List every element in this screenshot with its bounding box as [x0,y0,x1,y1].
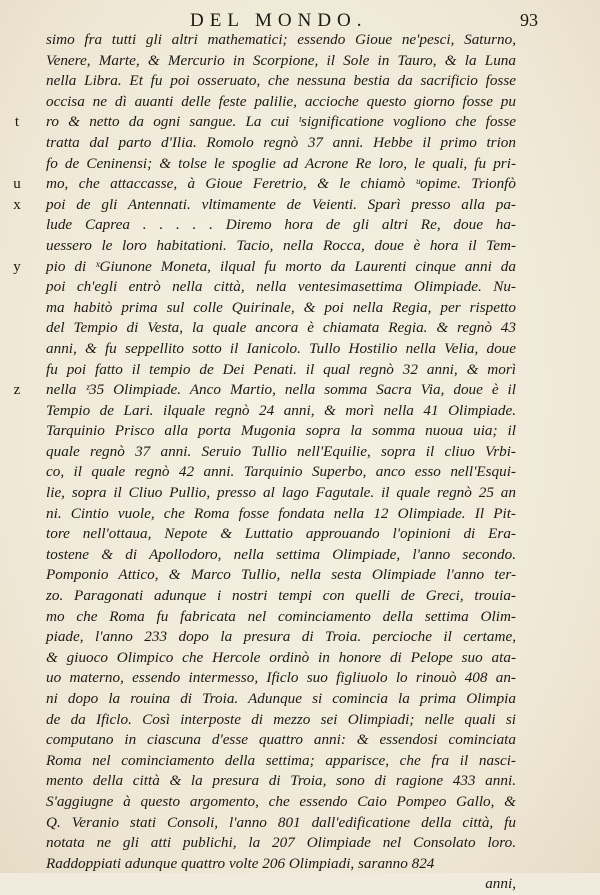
line-text: Q. Veranio stati Consoli, l'anno 801 dall'edificatione della città, fu [46,813,516,831]
line-text: & giuoco Olimpico che Hercole ordinò in honore di Pelope suo ata- [46,648,516,666]
line-text: lie, sopra il Cliuo Pullio, presso al lago Fagutale. il quale regnò 25 an [46,484,516,502]
text-line [46,462,516,483]
text-line [46,71,516,92]
text-line [46,133,516,154]
margin-note-letter: x [13,196,21,213]
line-text: Pomponio Attico, & Marco Tullio, nella sesta Olimpiade l'anno ter- [46,566,516,584]
text-line [46,30,516,51]
margin-note-letter: z [13,382,21,399]
line-text: tostene & di Apollodoro, nella settima Olimpiade, l'anno secondo. [46,545,516,563]
text-line [46,607,516,628]
line-text: ni dopo la rouina di Troia. Adunque si comincia la prima Olimpia [46,690,516,707]
line-text: anni, [485,875,516,893]
line-text: simo fra tutti gli altri mathematici; essendo Gioue ne'pesci, Saturno, [46,31,516,48]
text-line [46,565,516,586]
line-text: mo che Roma fu fabricata nel cominciamento della settima Olim- [46,607,516,625]
line-text: Tempio de Lari. ilquale regnò 24 anni, & morì nella 41 Olimpiade. [46,401,516,419]
line-text: Roma nel cominciamento della settima; apparisce, che fra il nasci- [46,751,516,769]
line-text: anni, & fu seppellito sotto il Ianicolo. Tullo Hostilio nella Velia, doue [46,339,516,357]
line-text: ro & netto da ogni sangue. La cui ᵗsignificatione vogliono che fosse [46,113,516,131]
line-text: uessero le loro habitationi. Tacio, nella Rocca, doue è hora il Tem- [46,236,516,254]
line-text: computano in ciascuna d'esse quattro anni: & essendosi cominciata [46,731,516,749]
line-text: occisa ne dì auanti delle feste palilie, accioche questo giorno fosse pu [46,92,516,110]
text-line [46,586,516,607]
text-line [46,401,516,422]
margin-note-letter: t [14,114,20,131]
text-line [46,421,516,442]
line-text: de da Ificlo. Così interposte di mezzo sei Olimpiadi; nelle quali si [46,710,516,728]
line-text: S'aggiugne à questo argomento, che essendo Caio Pompeo Gallo, & [46,792,516,810]
line-text: quale regnò 37 anni. Seruio Tullio nell'Equilie, sopra il cliuo Vrbi- [46,442,516,460]
text-line [46,339,516,360]
line-text: nella ᶻ35 Olimpiade. Anco Martio, nella somma Sacra Via, doue è il [46,381,516,399]
line-text: poi ch'egli entrò nella città, nella ventesimasettima Olimpiade. Nu- [46,278,516,296]
text-line [46,751,516,772]
line-text: poi de gli Antennati. vltimamente de Veienti. Sparì presso alla pa- [46,195,516,213]
text-line [13,195,516,216]
text-line [46,236,516,257]
text-line [46,504,516,525]
margin-note-letter: y [13,258,21,275]
line-text: zo. Paragonati adunque i nostri tempi con quelli de Greci, trouia- [46,587,516,605]
text-line [46,298,516,319]
text-line [46,771,516,792]
line-text: fo de Ceninensi; & tolse le spoglie ad Acrone Re loro, le quali, fu pri- [46,154,516,172]
text-line [46,627,516,648]
text-line [46,483,516,504]
line-text: piade, l'anno 233 dopo la presura di Troia. percioche il certame, [46,628,516,646]
text-line [46,92,516,113]
text-line [13,380,516,401]
line-text: mo, che attaccasse, à Gioue Feretrio, & le chiamò ᵘopime. Trionfò [46,175,516,193]
text-line [46,854,516,875]
line-text: del Tempio di Vesta, la quale ancora è chiamata Regia. & regnò 43 [46,319,516,337]
text-line [46,874,516,895]
text-line [46,730,516,751]
text-line [46,813,516,834]
line-text: co, il quale regnò 42 anni. Tarquinio Superbo, anco esso nell'Esqui- [46,463,516,481]
text-line [46,215,516,236]
text-line [13,174,516,195]
line-text: nella Libra. Et fu poi osseruato, che nessuna bestia da sacrificio fosse [46,72,516,90]
text-line [46,51,516,72]
line-text: tore nell'ottaua, Nepote & Luttatio approuando l'opinioni di Era- [46,525,516,543]
line-text: uo materno, essendo intermesso, Ificlo suo figliuolo lo rinouò 408 an- [46,669,516,687]
text-line [46,668,516,689]
text-line [46,710,516,731]
line-text: notata ne gli atti publichi, la 207 Olimpiade nel Consolato loro. [46,834,516,852]
text-line [46,545,516,566]
text-line [46,360,516,381]
text-line [46,833,516,854]
text-line [46,318,516,339]
running-title: DEL MONDO. [190,10,368,31]
line-text: lude Caprea . . . . . Diremo hora de gli altri Re, doue ha- [46,216,516,234]
text-line [14,112,516,133]
text-line [46,792,516,813]
margin-note-letter: u [13,176,21,193]
text-line [46,442,516,463]
text-line [46,689,516,710]
text-line [46,277,516,298]
line-text: ma habitò prima sul colle Quirinale, & poi nella Regia, per rispetto [46,298,516,316]
line-text: tratta dal parto d'Ilia. Romolo regnò 37 anni. Hebbe il primo trion [46,133,516,151]
text-line [46,648,516,669]
text-line [13,257,516,278]
page-number: 93 [520,10,538,30]
line-text: Raddoppiati adunque quattro volte 206 Olimpiadi, saranno 824 [46,854,435,872]
text-line [46,524,516,545]
line-text: mento della città & la presura di Troia, sono di ragione 433 anni. [46,772,516,790]
text-line [46,154,516,175]
line-text: Venere, Marte, & Mercurio in Scorpione, il Sole in Tauro, & la Luna [46,51,516,69]
line-text: Tarquinio Prisco alla porta Mugonia sopra la somma nuoua uia; il [46,422,516,440]
line-text: fu poi fatto il tempio de Dei Penati. il qual regnò 32 anni, & morì [46,360,516,378]
line-text: pio di ˣGiunone Moneta, ilqual fu morto da Laurenti cinque anni da [46,257,516,275]
body-text [13,30,516,895]
line-text: ni. Cintio vuole, che Roma fosse fondata nella 12 Olimpiade. Il Pit- [46,504,516,522]
